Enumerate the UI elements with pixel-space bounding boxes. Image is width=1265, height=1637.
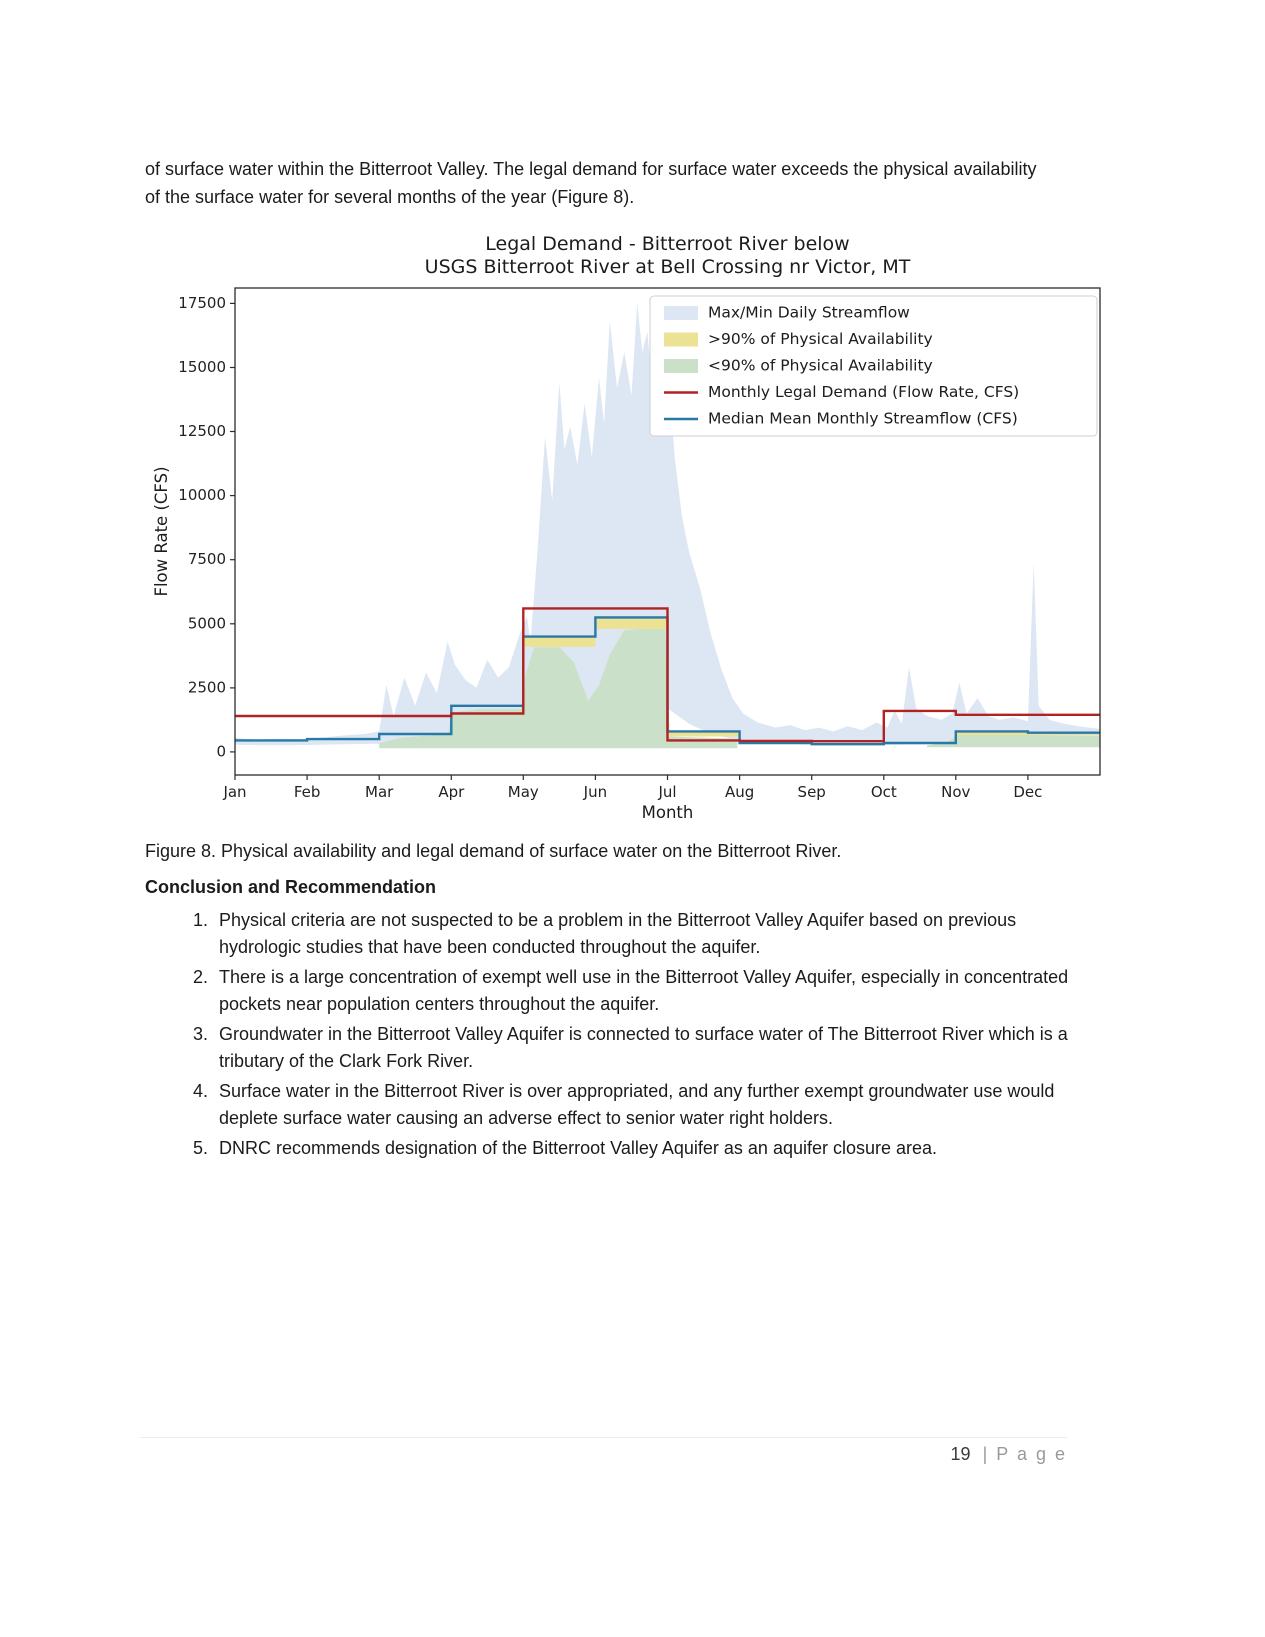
y-tick-label: 15000 xyxy=(178,358,226,376)
gt90-availability-band xyxy=(595,617,667,629)
y-tick-label: 2500 xyxy=(187,678,226,697)
y-tick-label: 0 xyxy=(216,742,226,761)
legend-label: Median Mean Monthly Streamflow (CFS) xyxy=(708,409,1018,428)
chart-svg xyxy=(150,226,1108,820)
list-item: 1. Physical criteria are not suspected to be a problem in the Bitterroot Valley Aquifer based on previous hydrologic studies that have been conducted throughout the aquifer. xyxy=(213,907,1075,961)
x-tick-label: May xyxy=(507,783,539,801)
list-item: 2. There is a large concentration of exempt well use in the Bitterroot Valley Aquifer, especially in concentrated pockets near population centers throughout the aquifer. xyxy=(213,964,1075,1018)
figure-caption: Figure 8. Physical availability and legal demand of surface water on the Bitterroot River. xyxy=(145,841,842,861)
legend-label: >90% of Physical Availability xyxy=(708,330,933,348)
conclusion-list xyxy=(145,907,1075,1162)
legend-swatch xyxy=(664,306,698,320)
y-tick-label: 10000 xyxy=(178,486,226,505)
chart-title: Legal Demand - Bitterroot River below xyxy=(485,233,850,255)
y-tick-label: 7500 xyxy=(187,550,226,569)
x-axis-label: Month xyxy=(641,803,694,820)
legend-swatch xyxy=(664,359,698,373)
x-tick-label: Apr xyxy=(438,783,465,801)
list-item: 3. Groundwater in the Bitterroot Valley Aquifer is connected to surface water of The Bitterroot River which is a tributary of the Clark Fork River. xyxy=(213,1021,1075,1075)
x-tick-label: Oct xyxy=(870,783,897,801)
x-tick-label: Dec xyxy=(1013,783,1043,801)
conclusion-heading: Conclusion and Recommendation xyxy=(145,877,437,897)
chart-subtitle: USGS Bitterroot River at Bell Crossing nr Victor, MT xyxy=(424,256,911,278)
x-tick-label: Jun xyxy=(583,783,608,801)
list-item: 4. Surface water in the Bitterroot River is over appropriated, and any further exempt groundwater use would deplete surface water causing an adverse effect to senior water right holders. xyxy=(213,1078,1075,1132)
legend-label: Monthly Legal Demand (Flow Rate, CFS) xyxy=(708,383,1020,401)
legend-swatch xyxy=(664,333,698,347)
y-tick-label: 17500 xyxy=(178,293,226,312)
x-tick-label: Jul xyxy=(658,783,677,801)
x-tick-label: Mar xyxy=(365,783,394,801)
legend-label: Max/Min Daily Streamflow xyxy=(708,303,910,322)
footer-divider xyxy=(140,1437,1067,1438)
x-tick-label: Aug xyxy=(724,783,755,801)
chart-svg-container xyxy=(150,226,1108,820)
page-label: | P a g e xyxy=(982,1444,1067,1464)
conclusion-section xyxy=(145,874,1075,1165)
page-number: 19 xyxy=(950,1444,971,1464)
page-footer xyxy=(140,1444,1067,1465)
intro-paragraph: of surface water within the Bitterroot Valley. The legal demand for surface water exceeds the physical availability of the surface water for several months of the year (Figure 8). xyxy=(145,159,1037,207)
figure-8-chart xyxy=(150,226,1108,820)
x-tick-label: Jan xyxy=(223,783,247,801)
x-tick-label: Feb xyxy=(293,783,321,801)
y-tick-label: 5000 xyxy=(187,614,226,633)
x-tick-label: Sep xyxy=(797,783,826,801)
gt90-availability-band xyxy=(523,637,595,647)
y-tick-label: 12500 xyxy=(178,422,226,440)
y-axis-label: Flow Rate (CFS) xyxy=(152,466,171,597)
legend-label: <90% of Physical Availability xyxy=(708,356,933,375)
x-tick-label: Nov xyxy=(941,783,971,801)
list-item: 5. DNRC recommends designation of the Bitterroot Valley Aquifer as an aquifer closure area. xyxy=(213,1135,1075,1162)
